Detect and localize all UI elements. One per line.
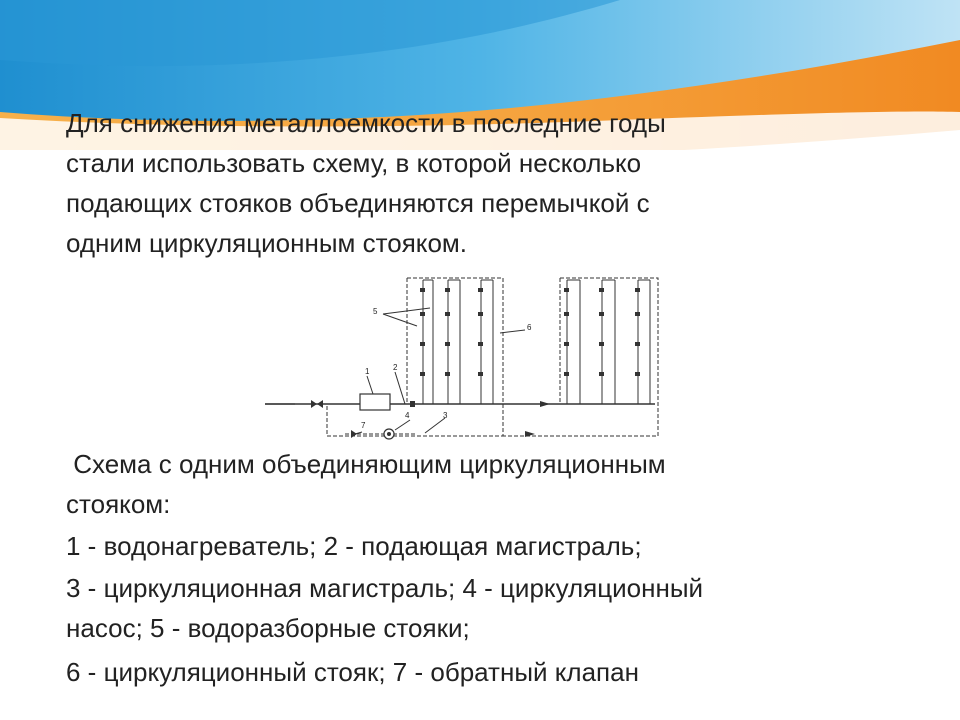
caption-line: стояком: (66, 489, 171, 519)
intro-paragraph (66, 103, 926, 263)
caption-line: Схема с одним объединяющим циркуляционным (66, 449, 666, 479)
legend-item: 3 - циркуляционная магистраль; 4 - циркуляционный (66, 573, 704, 603)
diagram-label-1: 1 (365, 367, 370, 376)
diagram-label-7: 7 (361, 421, 366, 430)
diagram-label-6: 6 (527, 323, 532, 332)
intro-line: подающих стояков объединяются перемычкой с (66, 188, 650, 218)
intro-line: стали использовать схему, в которой несколько (66, 148, 642, 178)
intro-line: Для снижения металлоемкости в последние годы (66, 108, 666, 138)
diagram-label-2: 2 (393, 363, 398, 372)
legend-item: насос; 5 - водоразборные стояки; (66, 613, 470, 643)
diagram-label-3: 3 (443, 411, 448, 420)
legend-item: 1 - водонагреватель; 2 - подающая магистраль; (66, 531, 642, 561)
diagram-label-5: 5 (373, 307, 378, 316)
diagram-caption (66, 444, 926, 524)
legend-item: 6 - циркуляционный стояк; 7 - обратный клапан (66, 657, 639, 687)
intro-line: одним циркуляционным стояком. (66, 228, 468, 258)
circulation-scheme-diagram (255, 268, 665, 448)
diagram-label-4: 4 (405, 411, 410, 420)
